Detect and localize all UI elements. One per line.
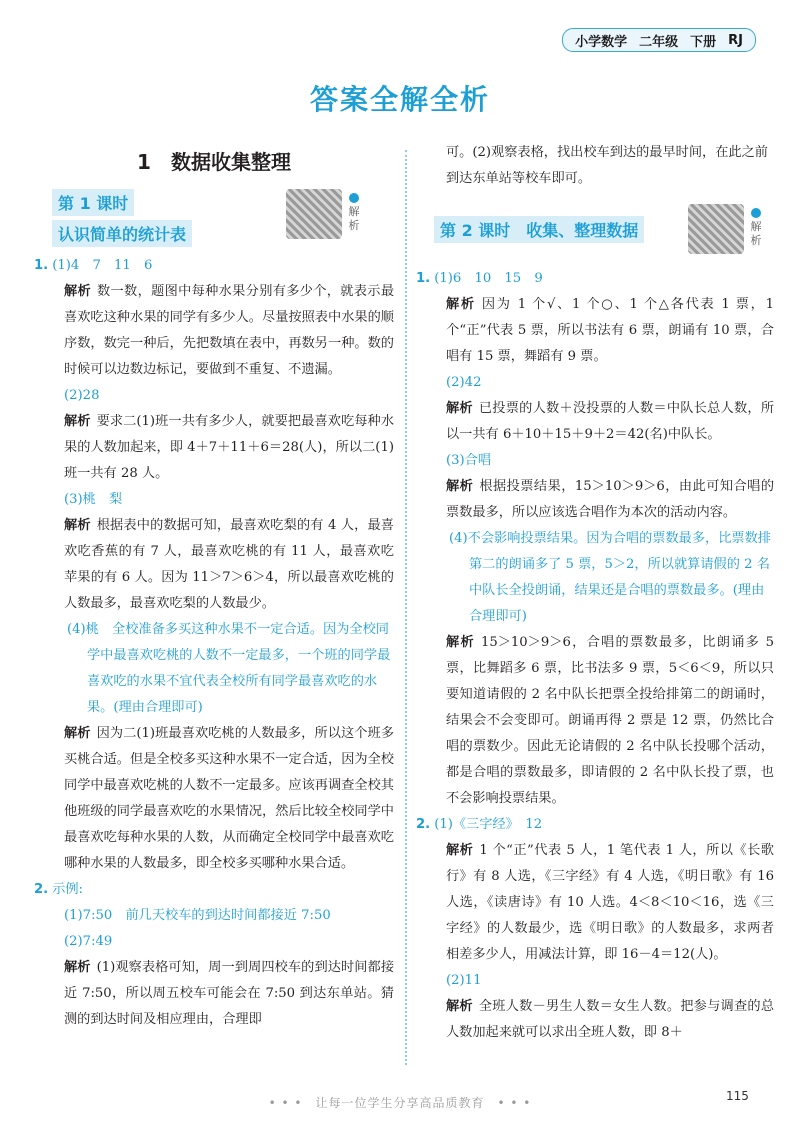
- qr-code-icon[interactable]: [688, 204, 744, 254]
- explanation-1-3: 解析 根据表中的数据可知，最喜欢吃梨的有 4 人，最喜欢吃香蕉的有 7 人，最喜欢吃桃的有 11 人，最喜欢吃苹果的有 6 人。因为 11＞7＞6＞4，所以最喜欢吃桃的人数最多，最喜欢吃梨的人数最少。: [64, 518, 394, 611]
- answer-1-4: (4)不会影响投票结果。因为合唱的票数最多，比票数排第二的朗诵多了 5 票，5＞2，所以就算请假的 2 名中队长全投朗诵，结果还是合唱的票数最多。(理由合理即可): [449, 531, 771, 624]
- subject-label: 小学数学: [575, 34, 628, 50]
- grade-label: 二年级: [639, 34, 679, 50]
- explanation-2-continued: 可。(2)观察表格，找出校车到达的最早时间，在此之前到达东单站等校车即可。: [446, 145, 768, 186]
- explanation-1-2: 解析 已投票的人数＋没投票的人数＝中队长总人数，所以一共有 6＋10＋15＋9＋2＝42(名)中队长。: [446, 401, 775, 442]
- left-column: [34, 140, 394, 1033]
- term-label: 下册: [690, 34, 717, 50]
- answer-2-2: (2)11: [446, 973, 482, 988]
- play-icon: [751, 208, 761, 218]
- answer-1-1: 1. (1)4 7 11 6: [34, 258, 153, 273]
- answer-1-2: (2)42: [446, 375, 482, 390]
- explanation-1-2: 解析 要求二(1)班一共有多少人，就要把最喜欢吃每种水果的人数加起来，即 4＋7＋11＋6＝28(人)，所以二(1)班一共有 28 人。: [64, 414, 395, 481]
- explanation-1-4: 解析 因为二(1)班最喜欢吃桃的人数最多，所以这个班多买桃合适。但是全校多买这种水果不一定合适，因为全校同学中最喜欢吃桃的人数不一定最多。应该再调查全校其他班级的同学最喜欢吃的水果情况，然后比较全校同学中最喜欢吃每种水果的人数，从而确定全校同学中最喜欢吃哪种水果的人数最多，即全校多买哪种水果合适。: [64, 726, 395, 871]
- explanation-2-2: 解析 全班人数－男生人数＝女生人数。把参与调查的总人数加起来就可以求出全班人数，即 8＋: [446, 999, 775, 1040]
- explanation-1-4: 解析 15＞10＞9＞6，合唱的票数最多，比朗诵多 5 票，比舞蹈多 6 票，比书法多 9 票，5＜6＜9，所以只要知道请假的 2 名中队长把票全投给排第二的朗诵时，结果会不会变即可。朗诵再得 2 票是 12 票，仍然比合唱的票数少。因此无论请假的 2 名中队长投哪个活动，都是合唱的票数最多，即请假的 2 名中队长投了票，也不会影响投票结果。: [446, 635, 774, 806]
- explanation-2: 解析 (1)观察表格可知，周一到周四校车的到达时间都接近 7:50，所以周五校车可能会在 7:50 到达东单站。猜测的到达时间及相应理由，合理即: [64, 960, 395, 1027]
- answer-1-3: (3)合唱: [446, 453, 492, 468]
- answer-1-1: 1. (1)6 10 15 9: [416, 271, 543, 286]
- answer-1-3: (3)桃 梨: [64, 492, 123, 507]
- answer-2-head: 2. 示例:: [34, 882, 84, 897]
- lesson-2-header: [416, 202, 774, 262]
- explanation-1-1: 解析 数一数，题图中每种水果分别有多少个，就表示最喜欢吃这种水果的同学有多少人。尽量按照表中水果的顺序数，数完一种后，先把数填在表中，再数另一种。数的时候可以边数边标记，要做到不重复、不遗漏。: [64, 284, 395, 377]
- right-column: [416, 140, 774, 1046]
- explanation-1-3: 解析 根据投票结果，15＞10＞9＞6，由此可知合唱的票数最多，所以应该选合唱作为本次的活动内容。: [446, 479, 775, 520]
- lesson-1-title-line1: 第 1 课时: [52, 189, 134, 216]
- answer-2-1: (1)7:50 前几天校车的到达时间都接近 7:50: [64, 908, 331, 923]
- qr-analysis-label: 解 析: [748, 208, 764, 248]
- explanation-1-1: 解析 因为 1 个√、1 个○、1 个△各代表 1 票，1 个“正”代表 5 票，所以书法有 6 票，朗诵有 10 票，合唱有 15 票，舞蹈有 9 票。: [446, 297, 775, 364]
- qr-analysis-label: 解 析: [346, 193, 362, 233]
- qr-code-icon[interactable]: [286, 189, 342, 239]
- answer-2-1: 2. (1)《三字经》 12: [416, 817, 543, 832]
- answer-2-2: (2)7:49: [64, 934, 113, 949]
- footer-slogan: • • • 让每一位学生分享高品质教育 • • •: [268, 1096, 532, 1110]
- answer-1-4: (4)桃 全校准备多买这种水果不一定合适。因为全校同学中最喜欢吃桃的人数不一定最多，一个班的同学最喜欢吃的水果不宜代表全校所有同学最喜欢吃的水果。(理由合理即可): [67, 622, 391, 715]
- column-divider: [405, 150, 407, 1065]
- lesson-2-title: 第 2 课时 收集、整理数据: [434, 216, 644, 243]
- play-icon: [349, 193, 359, 203]
- page-number: 115: [726, 1089, 749, 1103]
- explanation-2-1: 解析 1 个“正”代表 5 人，1 笔代表 1 人，所以《长歌行》有 8 人选，《三字经》有 4 人选，《明日歌》有 16 人选，《读唐诗》有 10 人选。4＜8＜10＜16，选《三字经》的人数最少，选《明日歌》的人数最多，求两者相差多少人，用减法计算，即 16－4＝12(人)。: [446, 843, 774, 962]
- edition-label: RJ: [728, 32, 743, 48]
- chapter-title: 1 数据收集整理: [137, 150, 291, 174]
- book-info-badge: [562, 28, 756, 52]
- lesson-1-header: [34, 187, 394, 249]
- answer-1-2: (2)28: [64, 388, 100, 403]
- lesson-1-title-line2: 认识简单的统计表: [52, 220, 192, 247]
- page-title: 答案全解全析: [309, 83, 490, 116]
